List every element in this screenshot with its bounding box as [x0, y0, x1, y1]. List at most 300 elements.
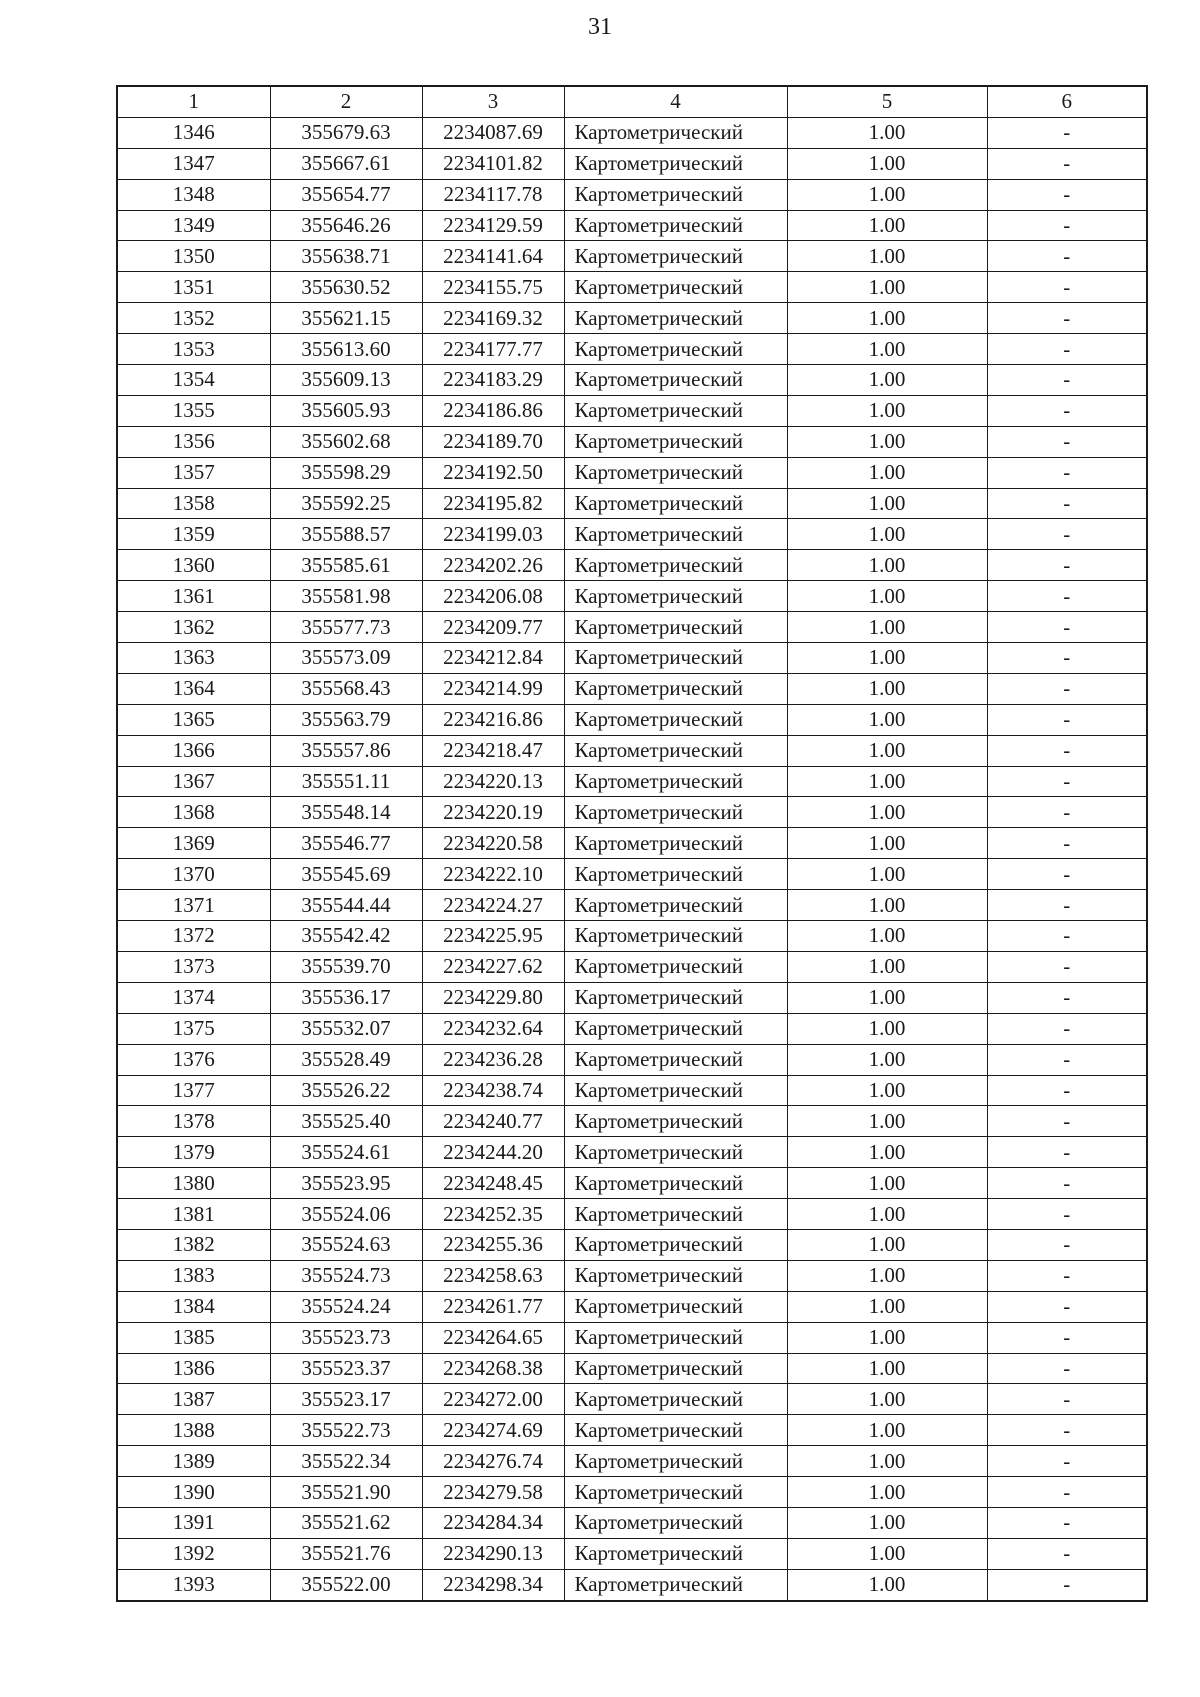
- y-coordinate-cell: 2234255.36: [422, 1229, 564, 1260]
- point-number-cell: 1356: [117, 426, 270, 457]
- method-cell: Картометрический: [564, 612, 787, 643]
- description-cell: -: [987, 1507, 1147, 1538]
- accuracy-cell: 1.00: [787, 179, 987, 210]
- point-number-cell: 1364: [117, 673, 270, 704]
- table-row: [117, 179, 1147, 210]
- point-number-cell: 1367: [117, 766, 270, 797]
- x-coordinate-cell: 355546.77: [270, 828, 422, 859]
- x-coordinate-cell: 355524.63: [270, 1229, 422, 1260]
- description-cell: -: [987, 1415, 1147, 1446]
- accuracy-cell: 1.00: [787, 1137, 987, 1168]
- description-cell: -: [987, 334, 1147, 365]
- method-cell: Картометрический: [564, 334, 787, 365]
- point-number-cell: 1351: [117, 272, 270, 303]
- x-coordinate-cell: 355613.60: [270, 334, 422, 365]
- accuracy-cell: 1.00: [787, 1507, 987, 1538]
- accuracy-cell: 1.00: [787, 1384, 987, 1415]
- method-cell: Картометрический: [564, 1415, 787, 1446]
- point-number-cell: 1369: [117, 828, 270, 859]
- table-row: [117, 241, 1147, 272]
- accuracy-cell: 1.00: [787, 951, 987, 982]
- description-cell: -: [987, 550, 1147, 581]
- method-cell: Картометрический: [564, 179, 787, 210]
- method-cell: Картометрический: [564, 1229, 787, 1260]
- accuracy-cell: 1.00: [787, 1229, 987, 1260]
- method-cell: Картометрический: [564, 1199, 787, 1230]
- table-row: [117, 1415, 1147, 1446]
- point-number-cell: 1347: [117, 148, 270, 179]
- point-number-cell: 1388: [117, 1415, 270, 1446]
- method-cell: Картометрический: [564, 1322, 787, 1353]
- point-number-cell: 1352: [117, 303, 270, 334]
- x-coordinate-cell: 355573.09: [270, 643, 422, 674]
- x-coordinate-cell: 355605.93: [270, 395, 422, 426]
- table-row: [117, 797, 1147, 828]
- accuracy-cell: 1.00: [787, 1569, 987, 1600]
- method-cell: Картометрический: [564, 890, 787, 921]
- method-cell: Картометрический: [564, 1507, 787, 1538]
- table-row: [117, 303, 1147, 334]
- y-coordinate-cell: 2234199.03: [422, 519, 564, 550]
- description-cell: -: [987, 1168, 1147, 1199]
- y-coordinate-cell: 2234248.45: [422, 1168, 564, 1199]
- description-cell: -: [987, 457, 1147, 488]
- method-cell: Картометрический: [564, 1569, 787, 1600]
- x-coordinate-cell: 355524.06: [270, 1199, 422, 1230]
- x-coordinate-cell: 355521.62: [270, 1507, 422, 1538]
- description-cell: -: [987, 365, 1147, 396]
- description-cell: -: [987, 1106, 1147, 1137]
- x-coordinate-cell: 355602.68: [270, 426, 422, 457]
- method-cell: Картометрический: [564, 797, 787, 828]
- y-coordinate-cell: 2234189.70: [422, 426, 564, 457]
- accuracy-cell: 1.00: [787, 272, 987, 303]
- coordinates-table: [116, 85, 1148, 1602]
- table-row: [117, 1199, 1147, 1230]
- y-coordinate-cell: 2234087.69: [422, 117, 564, 148]
- column-header-4: 4: [564, 86, 787, 117]
- x-coordinate-cell: 355536.17: [270, 982, 422, 1013]
- point-number-cell: 1387: [117, 1384, 270, 1415]
- table-row: [117, 1477, 1147, 1508]
- method-cell: Картометрический: [564, 1538, 787, 1569]
- y-coordinate-cell: 2234216.86: [422, 704, 564, 735]
- method-cell: Картометрический: [564, 148, 787, 179]
- x-coordinate-cell: 355557.86: [270, 735, 422, 766]
- x-coordinate-cell: 355522.00: [270, 1569, 422, 1600]
- y-coordinate-cell: 2234218.47: [422, 735, 564, 766]
- y-coordinate-cell: 2234227.62: [422, 951, 564, 982]
- description-cell: -: [987, 1137, 1147, 1168]
- accuracy-cell: 1.00: [787, 1353, 987, 1384]
- table-row: [117, 1229, 1147, 1260]
- point-number-cell: 1379: [117, 1137, 270, 1168]
- point-number-cell: 1382: [117, 1229, 270, 1260]
- x-coordinate-cell: 355551.11: [270, 766, 422, 797]
- description-cell: -: [987, 581, 1147, 612]
- y-coordinate-cell: 2234220.19: [422, 797, 564, 828]
- description-cell: -: [987, 1229, 1147, 1260]
- y-coordinate-cell: 2234238.74: [422, 1075, 564, 1106]
- method-cell: Картометрический: [564, 704, 787, 735]
- point-number-cell: 1375: [117, 1013, 270, 1044]
- method-cell: Картометрический: [564, 1291, 787, 1322]
- x-coordinate-cell: 355521.76: [270, 1538, 422, 1569]
- x-coordinate-cell: 355523.95: [270, 1168, 422, 1199]
- y-coordinate-cell: 2234229.80: [422, 982, 564, 1013]
- table-row: [117, 1075, 1147, 1106]
- y-coordinate-cell: 2234279.58: [422, 1477, 564, 1508]
- table-row: [117, 1322, 1147, 1353]
- accuracy-cell: 1.00: [787, 1415, 987, 1446]
- point-number-cell: 1386: [117, 1353, 270, 1384]
- x-coordinate-cell: 355630.52: [270, 272, 422, 303]
- method-cell: Картометрический: [564, 519, 787, 550]
- accuracy-cell: 1.00: [787, 1322, 987, 1353]
- y-coordinate-cell: 2234169.32: [422, 303, 564, 334]
- x-coordinate-cell: 355542.42: [270, 921, 422, 952]
- point-number-cell: 1376: [117, 1044, 270, 1075]
- description-cell: -: [987, 1291, 1147, 1322]
- table-row: [117, 334, 1147, 365]
- table-row: [117, 643, 1147, 674]
- table-row: [117, 766, 1147, 797]
- accuracy-cell: 1.00: [787, 982, 987, 1013]
- x-coordinate-cell: 355609.13: [270, 365, 422, 396]
- y-coordinate-cell: 2234206.08: [422, 581, 564, 612]
- y-coordinate-cell: 2234101.82: [422, 148, 564, 179]
- y-coordinate-cell: 2234192.50: [422, 457, 564, 488]
- table-row: [117, 1569, 1147, 1600]
- table-row: [117, 1507, 1147, 1538]
- table-body: [117, 117, 1147, 1600]
- method-cell: Картометрический: [564, 1384, 787, 1415]
- point-number-cell: 1361: [117, 581, 270, 612]
- method-cell: Картометрический: [564, 365, 787, 396]
- accuracy-cell: 1.00: [787, 395, 987, 426]
- y-coordinate-cell: 2234224.27: [422, 890, 564, 921]
- description-cell: -: [987, 951, 1147, 982]
- point-number-cell: 1350: [117, 241, 270, 272]
- y-coordinate-cell: 2234268.38: [422, 1353, 564, 1384]
- accuracy-cell: 1.00: [787, 921, 987, 952]
- accuracy-cell: 1.00: [787, 1446, 987, 1477]
- point-number-cell: 1380: [117, 1168, 270, 1199]
- accuracy-cell: 1.00: [787, 210, 987, 241]
- column-header-3: 3: [422, 86, 564, 117]
- point-number-cell: 1349: [117, 210, 270, 241]
- x-coordinate-cell: 355577.73: [270, 612, 422, 643]
- table-row: [117, 1384, 1147, 1415]
- x-coordinate-cell: 355524.24: [270, 1291, 422, 1322]
- table-row: [117, 951, 1147, 982]
- method-cell: Картометрический: [564, 395, 787, 426]
- x-coordinate-cell: 355646.26: [270, 210, 422, 241]
- description-cell: -: [987, 1013, 1147, 1044]
- x-coordinate-cell: 355521.90: [270, 1477, 422, 1508]
- accuracy-cell: 1.00: [787, 797, 987, 828]
- y-coordinate-cell: 2234214.99: [422, 673, 564, 704]
- table-row: [117, 1044, 1147, 1075]
- y-coordinate-cell: 2234284.34: [422, 1507, 564, 1538]
- description-cell: -: [987, 303, 1147, 334]
- description-cell: -: [987, 1384, 1147, 1415]
- description-cell: -: [987, 1538, 1147, 1569]
- column-header-5: 5: [787, 86, 987, 117]
- x-coordinate-cell: 355524.61: [270, 1137, 422, 1168]
- description-cell: -: [987, 735, 1147, 766]
- accuracy-cell: 1.00: [787, 1013, 987, 1044]
- table-row: [117, 921, 1147, 952]
- point-number-cell: 1363: [117, 643, 270, 674]
- x-coordinate-cell: 355522.73: [270, 1415, 422, 1446]
- method-cell: Картометрический: [564, 673, 787, 704]
- method-cell: Картометрический: [564, 766, 787, 797]
- table-row: [117, 1538, 1147, 1569]
- accuracy-cell: 1.00: [787, 365, 987, 396]
- y-coordinate-cell: 2234155.75: [422, 272, 564, 303]
- y-coordinate-cell: 2234236.28: [422, 1044, 564, 1075]
- accuracy-cell: 1.00: [787, 519, 987, 550]
- description-cell: -: [987, 488, 1147, 519]
- accuracy-cell: 1.00: [787, 673, 987, 704]
- description-cell: -: [987, 519, 1147, 550]
- method-cell: Картометрический: [564, 1044, 787, 1075]
- method-cell: Картометрический: [564, 735, 787, 766]
- point-number-cell: 1372: [117, 921, 270, 952]
- point-number-cell: 1354: [117, 365, 270, 396]
- description-cell: -: [987, 1044, 1147, 1075]
- table-row: [117, 859, 1147, 890]
- table-row: [117, 1013, 1147, 1044]
- y-coordinate-cell: 2234129.59: [422, 210, 564, 241]
- x-coordinate-cell: 355638.71: [270, 241, 422, 272]
- x-coordinate-cell: 355679.63: [270, 117, 422, 148]
- accuracy-cell: 1.00: [787, 117, 987, 148]
- method-cell: Картометрический: [564, 1137, 787, 1168]
- table-row: [117, 612, 1147, 643]
- method-cell: Картометрический: [564, 241, 787, 272]
- y-coordinate-cell: 2234183.29: [422, 365, 564, 396]
- y-coordinate-cell: 2234264.65: [422, 1322, 564, 1353]
- accuracy-cell: 1.00: [787, 488, 987, 519]
- table-row: [117, 148, 1147, 179]
- x-coordinate-cell: 355581.98: [270, 581, 422, 612]
- method-cell: Картометрический: [564, 488, 787, 519]
- column-header-6: 6: [987, 86, 1147, 117]
- point-number-cell: 1393: [117, 1569, 270, 1600]
- y-coordinate-cell: 2234117.78: [422, 179, 564, 210]
- table-row: [117, 735, 1147, 766]
- method-cell: Картометрический: [564, 303, 787, 334]
- x-coordinate-cell: 355522.34: [270, 1446, 422, 1477]
- x-coordinate-cell: 355563.79: [270, 704, 422, 735]
- method-cell: Картометрический: [564, 1260, 787, 1291]
- x-coordinate-cell: 355523.37: [270, 1353, 422, 1384]
- method-cell: Картометрический: [564, 1446, 787, 1477]
- point-number-cell: 1362: [117, 612, 270, 643]
- y-coordinate-cell: 2234274.69: [422, 1415, 564, 1446]
- method-cell: Картометрический: [564, 951, 787, 982]
- description-cell: -: [987, 673, 1147, 704]
- table-row: [117, 828, 1147, 859]
- y-coordinate-cell: 2234222.10: [422, 859, 564, 890]
- x-coordinate-cell: 355532.07: [270, 1013, 422, 1044]
- description-cell: -: [987, 797, 1147, 828]
- description-cell: -: [987, 1075, 1147, 1106]
- y-coordinate-cell: 2234298.34: [422, 1569, 564, 1600]
- x-coordinate-cell: 355523.17: [270, 1384, 422, 1415]
- point-number-cell: 1391: [117, 1507, 270, 1538]
- method-cell: Картометрический: [564, 426, 787, 457]
- table-row: [117, 365, 1147, 396]
- description-cell: -: [987, 1260, 1147, 1291]
- accuracy-cell: 1.00: [787, 1260, 987, 1291]
- y-coordinate-cell: 2234186.86: [422, 395, 564, 426]
- table-row: [117, 457, 1147, 488]
- method-cell: Картометрический: [564, 643, 787, 674]
- accuracy-cell: 1.00: [787, 1044, 987, 1075]
- x-coordinate-cell: 355524.73: [270, 1260, 422, 1291]
- accuracy-cell: 1.00: [787, 612, 987, 643]
- x-coordinate-cell: 355592.25: [270, 488, 422, 519]
- y-coordinate-cell: 2234290.13: [422, 1538, 564, 1569]
- description-cell: -: [987, 1569, 1147, 1600]
- table-row: [117, 581, 1147, 612]
- accuracy-cell: 1.00: [787, 426, 987, 457]
- description-cell: -: [987, 643, 1147, 674]
- point-number-cell: 1360: [117, 550, 270, 581]
- x-coordinate-cell: 355525.40: [270, 1106, 422, 1137]
- y-coordinate-cell: 2234141.64: [422, 241, 564, 272]
- point-number-cell: 1373: [117, 951, 270, 982]
- accuracy-cell: 1.00: [787, 704, 987, 735]
- description-cell: -: [987, 828, 1147, 859]
- table-row: [117, 982, 1147, 1013]
- page-number: 31: [588, 14, 612, 40]
- description-cell: -: [987, 921, 1147, 952]
- y-coordinate-cell: 2234261.77: [422, 1291, 564, 1322]
- table-row: [117, 426, 1147, 457]
- table-header: [117, 86, 1147, 117]
- accuracy-cell: 1.00: [787, 334, 987, 365]
- description-cell: -: [987, 179, 1147, 210]
- method-cell: Картометрический: [564, 982, 787, 1013]
- method-cell: Картометрический: [564, 117, 787, 148]
- accuracy-cell: 1.00: [787, 1477, 987, 1508]
- description-cell: -: [987, 210, 1147, 241]
- table-row: [117, 1353, 1147, 1384]
- x-coordinate-cell: 355598.29: [270, 457, 422, 488]
- x-coordinate-cell: 355523.73: [270, 1322, 422, 1353]
- table-row: [117, 395, 1147, 426]
- x-coordinate-cell: 355545.69: [270, 859, 422, 890]
- method-cell: Картометрический: [564, 1075, 787, 1106]
- point-number-cell: 1359: [117, 519, 270, 550]
- accuracy-cell: 1.00: [787, 303, 987, 334]
- x-coordinate-cell: 355548.14: [270, 797, 422, 828]
- method-cell: Картометрический: [564, 1353, 787, 1384]
- point-number-cell: 1353: [117, 334, 270, 365]
- x-coordinate-cell: 355544.44: [270, 890, 422, 921]
- point-number-cell: 1390: [117, 1477, 270, 1508]
- method-cell: Картометрический: [564, 457, 787, 488]
- table-row: [117, 673, 1147, 704]
- point-number-cell: 1357: [117, 457, 270, 488]
- point-number-cell: 1346: [117, 117, 270, 148]
- x-coordinate-cell: 355526.22: [270, 1075, 422, 1106]
- accuracy-cell: 1.00: [787, 1168, 987, 1199]
- accuracy-cell: 1.00: [787, 859, 987, 890]
- accuracy-cell: 1.00: [787, 828, 987, 859]
- table-row: [117, 1137, 1147, 1168]
- point-number-cell: 1377: [117, 1075, 270, 1106]
- y-coordinate-cell: 2234244.20: [422, 1137, 564, 1168]
- y-coordinate-cell: 2234225.95: [422, 921, 564, 952]
- method-cell: Картометрический: [564, 550, 787, 581]
- description-cell: -: [987, 426, 1147, 457]
- table-row: [117, 890, 1147, 921]
- x-coordinate-cell: 355667.61: [270, 148, 422, 179]
- column-header-1: 1: [117, 86, 270, 117]
- point-number-cell: 1370: [117, 859, 270, 890]
- accuracy-cell: 1.00: [787, 550, 987, 581]
- y-coordinate-cell: 2234220.13: [422, 766, 564, 797]
- y-coordinate-cell: 2234220.58: [422, 828, 564, 859]
- point-number-cell: 1392: [117, 1538, 270, 1569]
- method-cell: Картометрический: [564, 1477, 787, 1508]
- method-cell: Картометрический: [564, 921, 787, 952]
- accuracy-cell: 1.00: [787, 1538, 987, 1569]
- table-row: [117, 519, 1147, 550]
- description-cell: -: [987, 612, 1147, 643]
- description-cell: -: [987, 859, 1147, 890]
- point-number-cell: 1378: [117, 1106, 270, 1137]
- point-number-cell: 1358: [117, 488, 270, 519]
- method-cell: Картометрический: [564, 859, 787, 890]
- description-cell: -: [987, 890, 1147, 921]
- header-row: [117, 86, 1147, 117]
- table-row: [117, 1291, 1147, 1322]
- description-cell: -: [987, 395, 1147, 426]
- accuracy-cell: 1.00: [787, 1199, 987, 1230]
- y-coordinate-cell: 2234276.74: [422, 1446, 564, 1477]
- y-coordinate-cell: 2234252.35: [422, 1199, 564, 1230]
- y-coordinate-cell: 2234195.82: [422, 488, 564, 519]
- description-cell: -: [987, 1199, 1147, 1230]
- y-coordinate-cell: 2234212.84: [422, 643, 564, 674]
- accuracy-cell: 1.00: [787, 1075, 987, 1106]
- description-cell: -: [987, 704, 1147, 735]
- table-row: [117, 488, 1147, 519]
- description-cell: -: [987, 1353, 1147, 1384]
- table-row: [117, 704, 1147, 735]
- accuracy-cell: 1.00: [787, 766, 987, 797]
- method-cell: Картометрический: [564, 1106, 787, 1137]
- description-cell: -: [987, 982, 1147, 1013]
- accuracy-cell: 1.00: [787, 457, 987, 488]
- point-number-cell: 1366: [117, 735, 270, 766]
- accuracy-cell: 1.00: [787, 148, 987, 179]
- point-number-cell: 1374: [117, 982, 270, 1013]
- y-coordinate-cell: 2234258.63: [422, 1260, 564, 1291]
- description-cell: -: [987, 1477, 1147, 1508]
- point-number-cell: 1384: [117, 1291, 270, 1322]
- point-number-cell: 1355: [117, 395, 270, 426]
- y-coordinate-cell: 2234232.64: [422, 1013, 564, 1044]
- x-coordinate-cell: 355585.61: [270, 550, 422, 581]
- point-number-cell: 1348: [117, 179, 270, 210]
